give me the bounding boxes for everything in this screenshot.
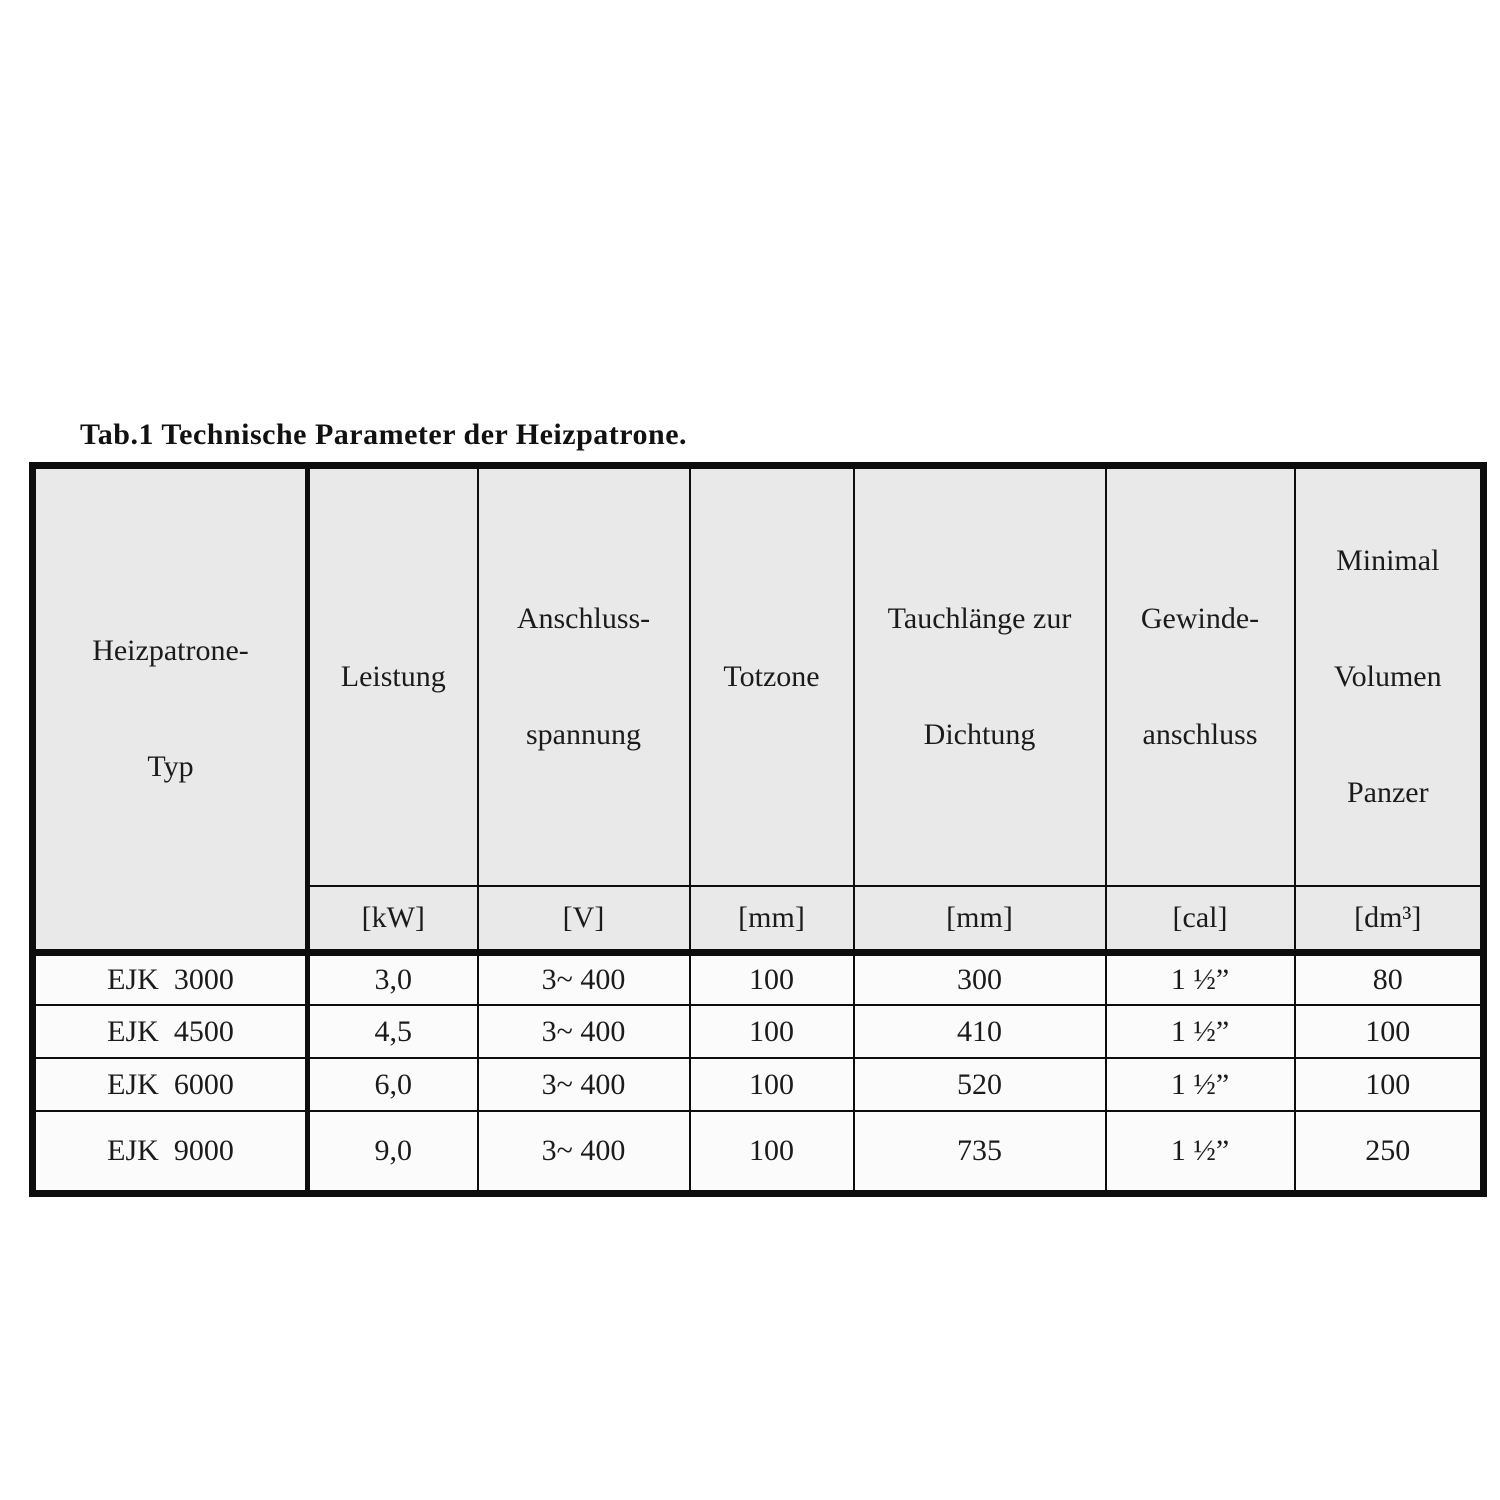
cell-volumen: 100 (1295, 1005, 1484, 1058)
header-line: Gewinde- (1140, 602, 1260, 635)
table-row-ejk-9000 (33, 1111, 1484, 1193)
cell-tauchlaenge: 300 (854, 952, 1106, 1005)
header-line: Anschluss- (516, 602, 651, 635)
header-gewindeanschluss (1106, 466, 1295, 887)
unit-mm-tauchlaenge: [mm] (854, 886, 1106, 952)
table-row-ejk-4500 (33, 1005, 1484, 1058)
cell-volumen: 80 (1295, 952, 1484, 1005)
header-line: Heizpatrone- (92, 633, 249, 667)
cell-volumen: 100 (1295, 1058, 1484, 1111)
unit-kw: [kW] (308, 886, 478, 952)
table-row-ejk-3000 (33, 952, 1484, 1005)
unit-v: [V] (478, 886, 690, 952)
header-line: Dichtung (923, 718, 1036, 751)
cell-typ: EJK 4500 (33, 1005, 308, 1058)
cell-gewinde: 1 ½” (1106, 952, 1295, 1005)
cell-tauchlaenge: 735 (854, 1111, 1106, 1193)
cell-spannung: 3~ 400 (478, 1005, 690, 1058)
cell-leistung: 3,0 (308, 952, 478, 1005)
cell-leistung: 4,5 (308, 1005, 478, 1058)
cell-spannung: 3~ 400 (478, 952, 690, 1005)
table-row-ejk-6000 (33, 1058, 1484, 1111)
header-heizpatrone-typ (33, 466, 308, 953)
cell-leistung: 9,0 (308, 1111, 478, 1193)
cell-gewinde: 1 ½” (1106, 1058, 1295, 1111)
cell-typ: EJK 9000 (33, 1111, 308, 1193)
header-line: Volumen (1333, 660, 1442, 693)
cell-typ: EJK 3000 (33, 952, 308, 1005)
cell-tauchlaenge: 520 (854, 1058, 1106, 1111)
header-line: Panzer (1346, 776, 1429, 809)
header-line: Totzone (723, 660, 820, 693)
cell-totzone: 100 (690, 952, 854, 1005)
cell-typ: EJK 6000 (33, 1058, 308, 1111)
header-anschlussspannung (478, 466, 690, 887)
header-line: Tauchlänge zur (887, 602, 1072, 635)
header-tauchlaenge (854, 466, 1106, 887)
header-totzone (690, 466, 854, 887)
unit-mm-totzone: [mm] (690, 886, 854, 952)
cell-totzone: 100 (690, 1005, 854, 1058)
cell-tauchlaenge: 410 (854, 1005, 1106, 1058)
header-minimal-volumen (1295, 466, 1484, 887)
header-line: spannung (526, 718, 641, 751)
header-leistung (308, 466, 478, 887)
cell-spannung: 3~ 400 (478, 1058, 690, 1111)
header-line: Minimal (1336, 544, 1440, 577)
cell-totzone: 100 (690, 1111, 854, 1193)
cell-totzone: 100 (690, 1058, 854, 1111)
header-line: Typ (147, 749, 194, 783)
header-row-names (33, 466, 1484, 887)
cell-gewinde: 1 ½” (1106, 1111, 1295, 1193)
unit-cal: [cal] (1106, 886, 1295, 952)
header-line: anschluss (1142, 718, 1258, 751)
cell-leistung: 6,0 (308, 1058, 478, 1111)
cell-gewinde: 1 ½” (1106, 1005, 1295, 1058)
unit-dm3: [dm³] (1295, 886, 1484, 952)
table-caption: Tab.1 Technische Parameter der Heizpatrone. (80, 418, 688, 451)
cell-spannung: 3~ 400 (478, 1111, 690, 1193)
header-line: Leistung (340, 660, 446, 693)
cell-volumen: 250 (1295, 1111, 1484, 1193)
technical-parameters-table (29, 462, 1487, 1197)
